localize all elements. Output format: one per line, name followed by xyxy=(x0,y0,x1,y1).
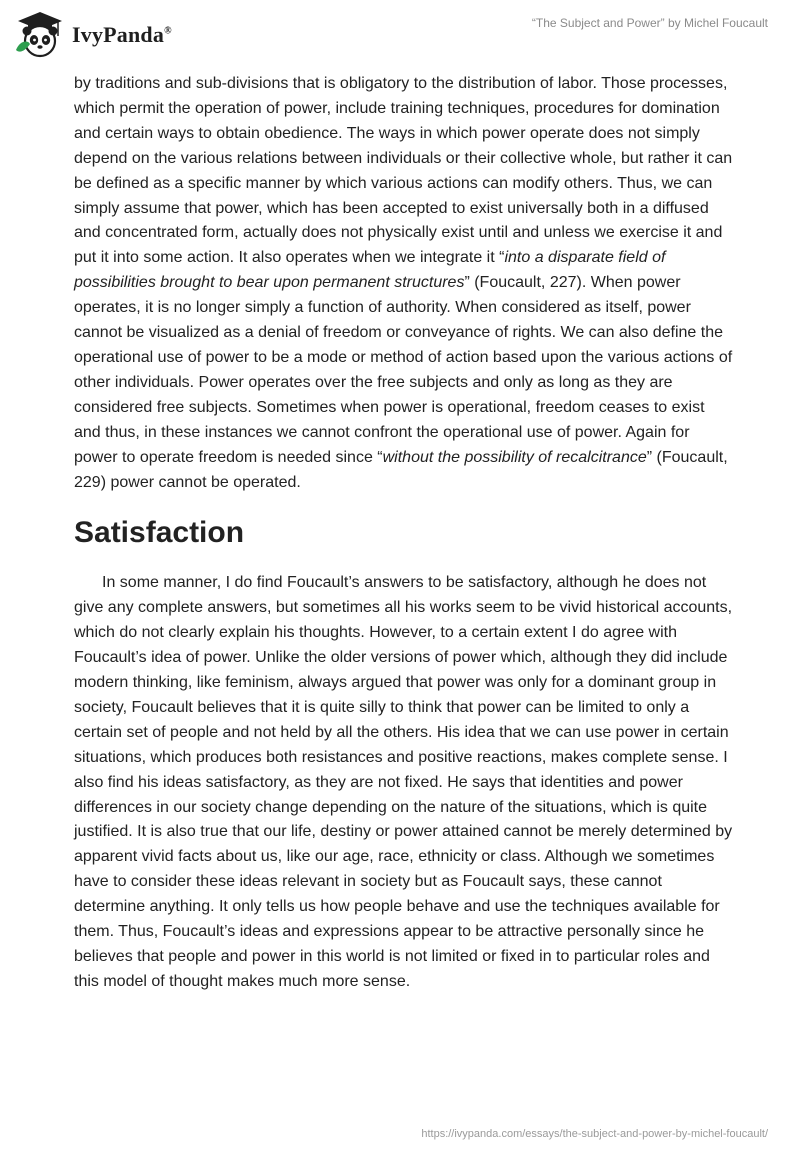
quote-disparate-field: into a disparate field of possibilities brought to bear upon permanent structures xyxy=(74,249,666,292)
ivypanda-logo[interactable] xyxy=(14,10,172,60)
essay-content xyxy=(74,72,734,995)
paragraph-power-operation: by traditions and sub-divisions that is obligatory to the distribution of labor. Those processes, which permit the operation of power, include training techniques, procedures for domination and certain ways to obtain obedience. The ways in which power operate does not simply depend on the various relations between individuals or their collective whole, but rather it can be defined as a specific manner by which various actions can modify others. Thus, we can simply assume that power, which has been accepted to exist universally both in a diffused and concentrated form, actually does not physically exist until and unless we exercise it and put it into some action. It also operates when we integrate it “into a disparate field of possibilities brought to bear upon permanent structures” (Foucault, 227). When power operates, it is no longer simply a function of authority. When considered as itself, power cannot be visualized as a denial of freedom or conveyance of rights. We can also define the operational use of power to be a mode or method of action based upon the various actions of other individuals. Power operates over the free subjects and only as long as they are considered free subjects. Sometimes when power is operational, freedom ceases to exist and thus, in these instances we cannot confront the operational use of power. Again for power to operate freedom is needed since “without the possibility of recalcitrance” (Foucault, 229) power cannot be operated. xyxy=(74,75,733,491)
quote-recalcitrance: without the possibility of recalcitrance xyxy=(382,448,647,466)
paragraph-satisfaction: In some manner, I do find Foucault’s answers to be satisfactory, although he does not give any complete answers, but sometimes all his works seem to be vivid historical accounts, which do not clearly explain his thoughts. However, to a certain extent I do agree with Foucault’s idea of power. Unlike the older versions of power which, although they did include modern thinking, like feminism, always argued that power was only for a dominant group in society, Foucault believes that it is quite silly to think that power can be limited to only a certain set of people and not held by all the others. His idea that we can use power in certain situations, which produces both resistances and positive reactions, makes complete sense. I also find his ideas satisfactory, as they are not fixed. He says that identities and power differences in our society change depending on the nature of the situations, which is quite justified. It is also true that our life, destiny or power attained cannot be merely determined by apparent vivid facts about us, like our age, race, ethnicity or class. Although we sometimes have to consider these ideas relevant in society but as Foucault says, these cannot determine anything. It only tells us how people behave and use the techniques available for them. Thus, Foucault’s ideas and expressions appear to be attractive personally since he believes that people and power in this world is not limited or fixed in to particular roles and this model of thought makes much more sense. xyxy=(74,574,733,990)
panda-graduate-icon xyxy=(14,10,66,60)
section-heading-satisfaction: Satisfaction xyxy=(74,516,245,550)
document-title: “The Subject and Power” by Michel Foucault xyxy=(531,16,768,30)
page-header xyxy=(0,0,800,70)
source-url[interactable]: https://ivypanda.com/essays/the-subject-and-power-by-michel-foucault/ xyxy=(421,1128,768,1140)
brand-name: IvyPanda® xyxy=(72,22,172,47)
